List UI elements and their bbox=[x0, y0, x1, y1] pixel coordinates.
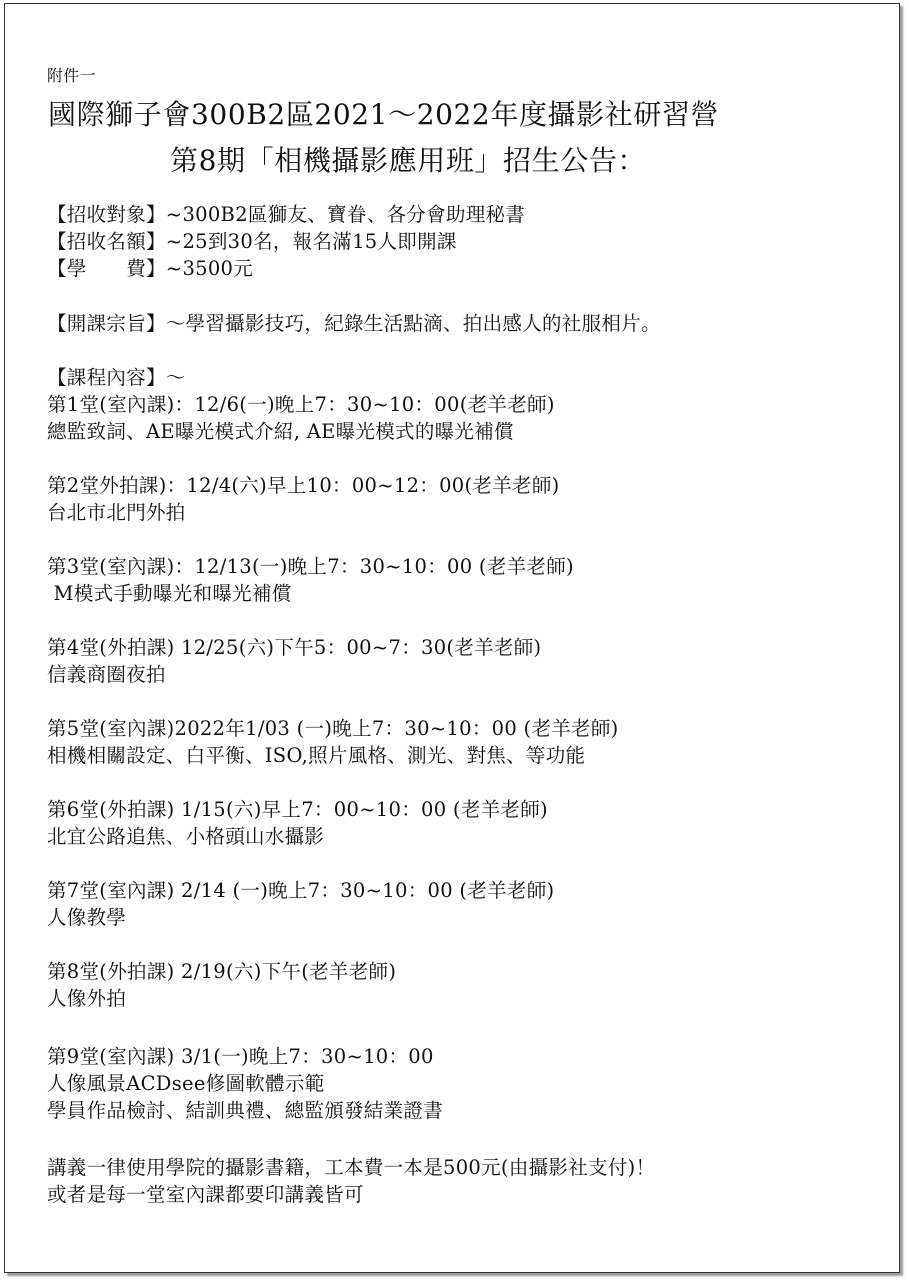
lesson-7-heading: 第7堂(室內課) 2/14 (一)晚上7：30~10：00 (老羊老師) bbox=[47, 879, 555, 902]
lesson-9-heading: 第9堂(室內課) 3/1(一)晚上7：30~10：00 bbox=[47, 1045, 434, 1068]
lesson-8-detail: 人像外拍 bbox=[47, 987, 127, 1010]
lesson-2-heading: 第2堂外拍課)：12/4(六)早上10：00~12：00(老羊老師) bbox=[47, 474, 560, 497]
lesson-8-heading: 第8堂(外拍課) 2/19(六)下午(老羊老師) bbox=[47, 960, 397, 983]
lesson-9-detail-2: 學員作品檢討、結訓典禮、總監頒發結業證書 bbox=[47, 1099, 444, 1122]
footer-note-1: 講義一律使用學院的攝影書籍，工本費一本是500元(由攝影社支付)！ bbox=[47, 1156, 656, 1179]
title-line-1: 國際獅子會300B2區2021～2022年度攝影社研習營 bbox=[48, 98, 720, 131]
lesson-3-heading: 第3堂(室內課)：12/13(一)晚上7：30~10：00 (老羊老師) bbox=[47, 555, 574, 578]
lesson-4-detail: 信義商圈夜拍 bbox=[47, 663, 166, 686]
lesson-2-detail: 台北市北門外拍 bbox=[47, 501, 186, 524]
lesson-5-heading: 第5堂(室內課)2022年1/03 (一)晚上7：30~10：00 (老羊老師) bbox=[47, 717, 619, 740]
footer-note-2: 或者是每一堂室內課都要印講義皆可 bbox=[47, 1183, 364, 1206]
enrollment-fee: 【學 費】~3500元 bbox=[47, 257, 254, 280]
enrollment-target: 【招收對象】~300B2區獅友、寶眷、各分會助理秘書 bbox=[47, 203, 526, 226]
lesson-9-detail: 人像風景ACDsee修圖軟體示範 bbox=[47, 1072, 325, 1095]
lesson-4-heading: 第4堂(外拍課) 12/25(六)下午5：00~7：30(老羊老師) bbox=[47, 636, 542, 659]
lesson-5-detail: 相機相關設定、白平衡、ISO,照片風格、測光、對焦、等功能 bbox=[47, 744, 586, 767]
lesson-1-detail: 總監致詞、AE曝光模式介紹, AE曝光模式的曝光補償 bbox=[47, 420, 514, 443]
attachment-label: 附件一 bbox=[47, 66, 96, 85]
enrollment-quota: 【招收名額】~25到30名，報名滿15人即開課 bbox=[47, 230, 457, 253]
lesson-1-heading: 第1堂(室內課)：12/6(一)晚上7：30~10：00(老羊老師) bbox=[47, 393, 555, 416]
lesson-3-detail: M模式手動曝光和曝光補償 bbox=[47, 582, 292, 605]
lesson-6-detail: 北宜公路追焦、小格頭山水攝影 bbox=[47, 825, 325, 848]
title-line-2: 第8期「相機攝影應用班」招生公告： bbox=[170, 144, 647, 177]
course-purpose: 【開課宗旨】～學習攝影技巧，紀錄生活點滴、拍出感人的社服相片。 bbox=[47, 312, 661, 335]
lesson-6-heading: 第6堂(外拍課) 1/15(六)早上7：00~10：00 (老羊老師) bbox=[47, 798, 548, 821]
course-heading: 【課程內容】～ bbox=[47, 366, 186, 389]
lesson-7-detail: 人像教學 bbox=[47, 906, 127, 929]
